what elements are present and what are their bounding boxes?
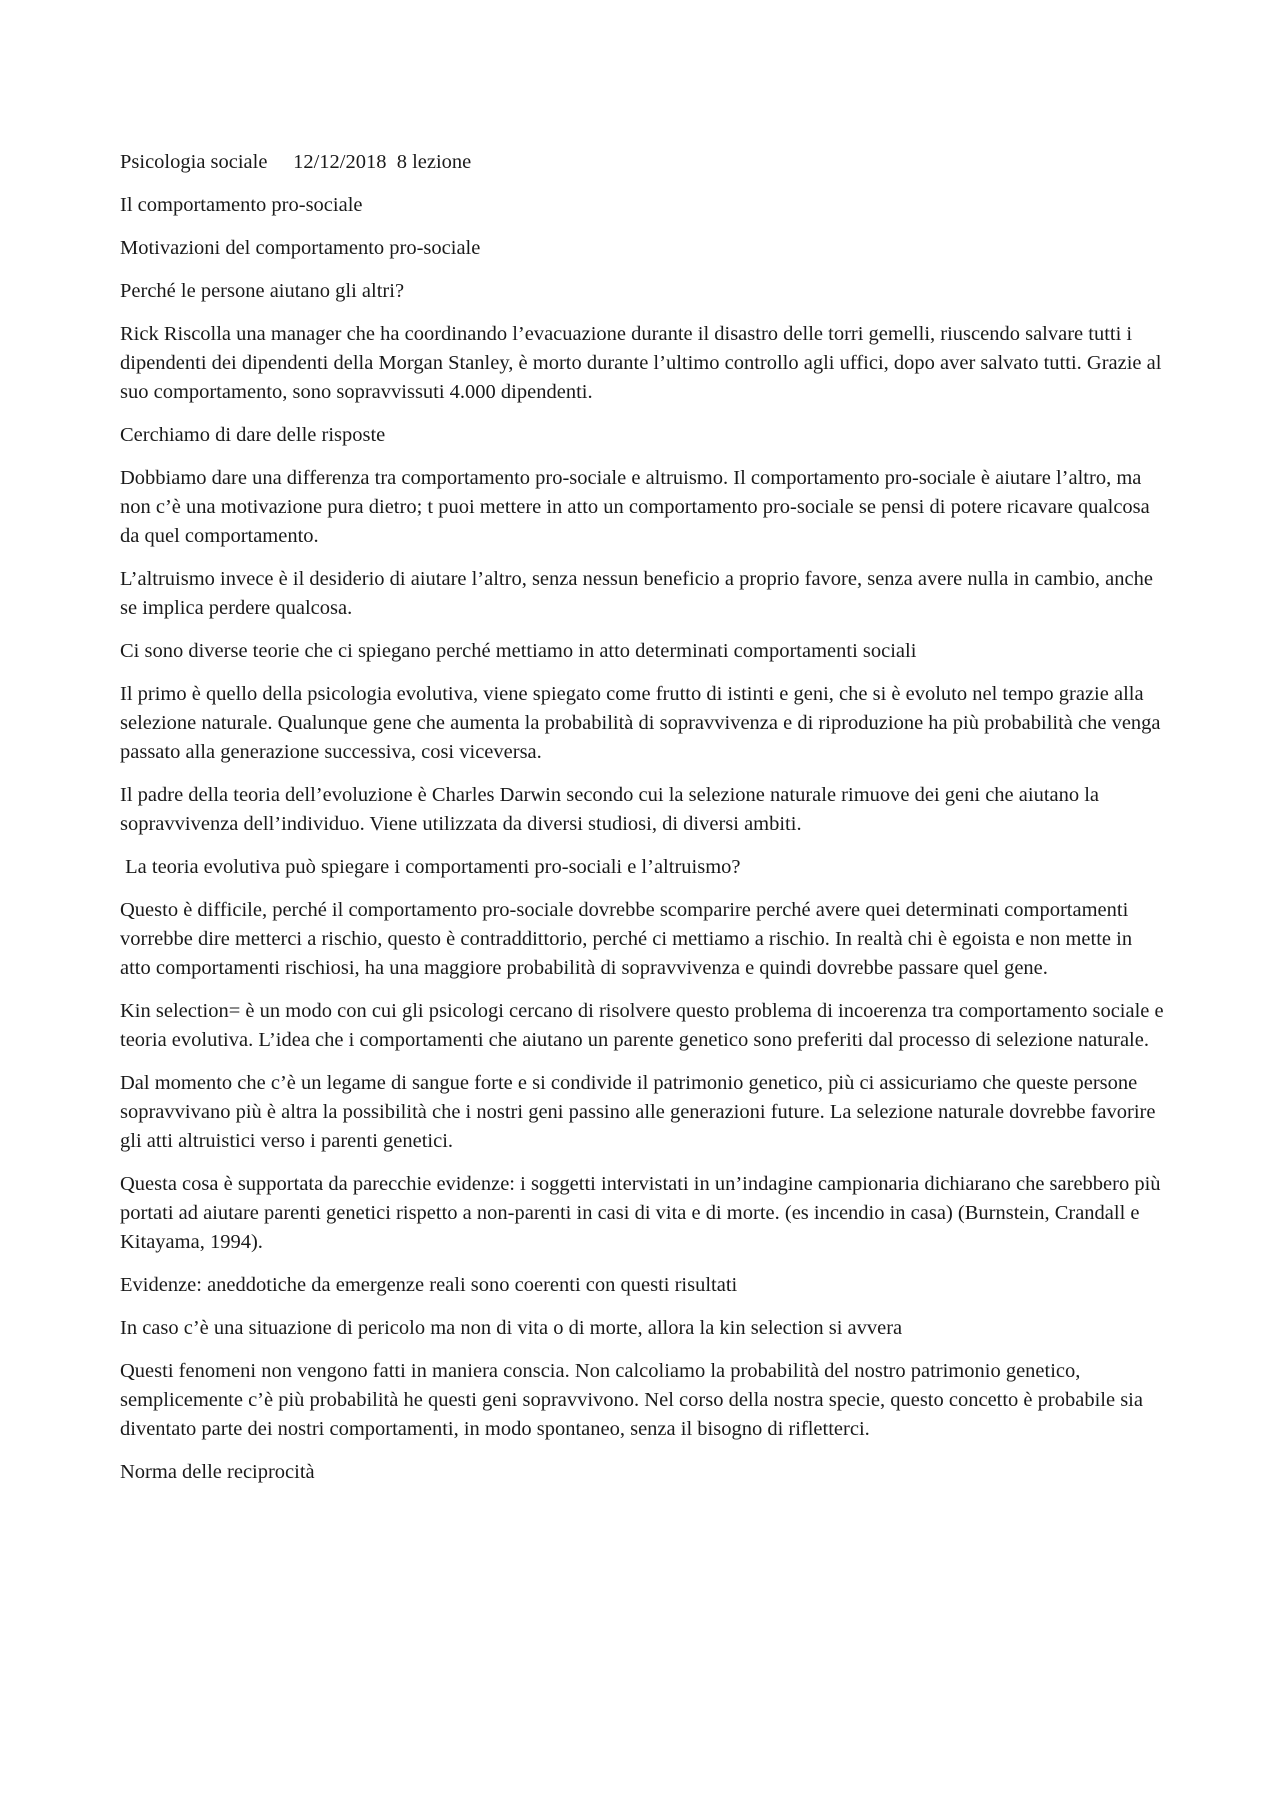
document-body bbox=[120, 148, 1169, 1501]
paragraph: Dobbiamo dare una differenza tra comportamento pro-sociale e altruismo. Il comportamento pro-sociale è aiutare l’altro, ma non c’è una motivazione pura dietro; t puoi mettere in atto un comportamento pro-sociale se pensi di potere ricavare qualcosa da quel comportamento. bbox=[120, 467, 1155, 547]
section-title: Il comportamento pro-sociale bbox=[120, 194, 363, 216]
paragraph: Il padre della teoria dell’evoluzione è Charles Darwin secondo cui la selezione naturale rimuove dei geni che aiutano la sopravvivenza dell’individuo. Viene utilizzata da diversi studiosi, di diversi ambiti. bbox=[120, 784, 1105, 835]
paragraph: Questa cosa è supportata da parecchie evidenze: i soggetti intervistati in un’indagine campionaria dichiarano che sarebbero più portati ad aiutare parenti genetici rispetto a non-parenti in casi di vita e di morte. (es incendio in casa) (Burnstein, Crandall e Kitayama, 1994). bbox=[120, 1173, 1166, 1253]
paragraph: Rick Riscolla una manager che ha coordinando l’evacuazione durante il disastro delle torri gemelli, riuscendo salvare tutti i dipendenti dei dipendenti della Morgan Stanley, è morto durante l’ultimo controllo agli uffici, dopo aver salvato tutti. Grazie al suo comportamento, sono sopravvissuti 4.000 dipendenti. bbox=[120, 323, 1167, 403]
paragraph: La teoria evolutiva può spiegare i comportamenti pro-sociali e l’altruismo? bbox=[120, 856, 741, 878]
paragraph: Evidenze: aneddotiche da emergenze reali sono coerenti con questi risultati bbox=[120, 1274, 738, 1296]
paragraph: L’altruismo invece è il desiderio di aiutare l’altro, senza nessun beneficio a proprio favore, senza avere nulla in cambio, anche se implica perdere qualcosa. bbox=[120, 568, 1159, 619]
paragraph: Questi fenomeni non vengono fatti in maniera conscia. Non calcoliamo la probabilità del nostro patrimonio genetico, semplicemente c’è più probabilità he questi geni sopravvivono. Nel corso della nostra specie, questo concetto è probabile sia diventato parte dei nostri comportamenti, in modo spontaneo, senza il bisogno di rifletterci. bbox=[120, 1360, 1149, 1440]
document-header: Psicologia sociale 12/12/2018 8 lezione bbox=[120, 151, 472, 173]
section-subtitle: Motivazioni del comportamento pro-sociale bbox=[120, 237, 481, 259]
paragraph: Ci sono diverse teorie che ci spiegano perché mettiamo in atto determinati comportamenti sociali bbox=[120, 640, 917, 662]
paragraph: Norma delle reciprocità bbox=[120, 1461, 315, 1483]
paragraph: In caso c’è una situazione di pericolo ma non di vita o di morte, allora la kin selection si avvera bbox=[120, 1317, 903, 1339]
paragraph: Kin selection= è un modo con cui gli psicologi cercano di risolvere questo problema di incoerenza tra comportamento sociale e teoria evolutiva. L’idea che i comportamenti che aiutano un parente genetico sono preferiti dal processo di selezione naturale. bbox=[120, 1000, 1169, 1051]
paragraph: Cerchiamo di dare delle risposte bbox=[120, 424, 386, 446]
paragraph: Questo è difficile, perché il comportamento pro-sociale dovrebbe scomparire perché avere quei determinati comportamenti vorrebbe dire metterci a rischio, questo è contraddittorio, perché ci mettiamo a rischio. In realtà chi è egoista e non mette in atto comportamenti rischiosi, ha una maggiore probabilità di sopravvivenza e quindi dovrebbe passare quel gene. bbox=[120, 899, 1138, 979]
paragraph: Dal momento che c’è un legame di sangue forte e si condivide il patrimonio genetico, più ci assicuriamo che queste persone sopravvivano più è altra la possibilità che i nostri geni passino alle generazioni future. La selezione naturale dovrebbe favorire gli atti altruistici verso i parenti genetici. bbox=[120, 1072, 1161, 1152]
paragraph: Il primo è quello della psicologia evolutiva, viene spiegato come frutto di istinti e geni, che si è evoluto nel tempo grazie alla selezione naturale. Qualunque gene che aumenta la probabilità di sopravvivenza e di riproduzione ha più probabilità che venga passato alla generazione successiva, cosi viceversa. bbox=[120, 683, 1166, 763]
question-line: Perché le persone aiutano gli altri? bbox=[120, 280, 405, 302]
